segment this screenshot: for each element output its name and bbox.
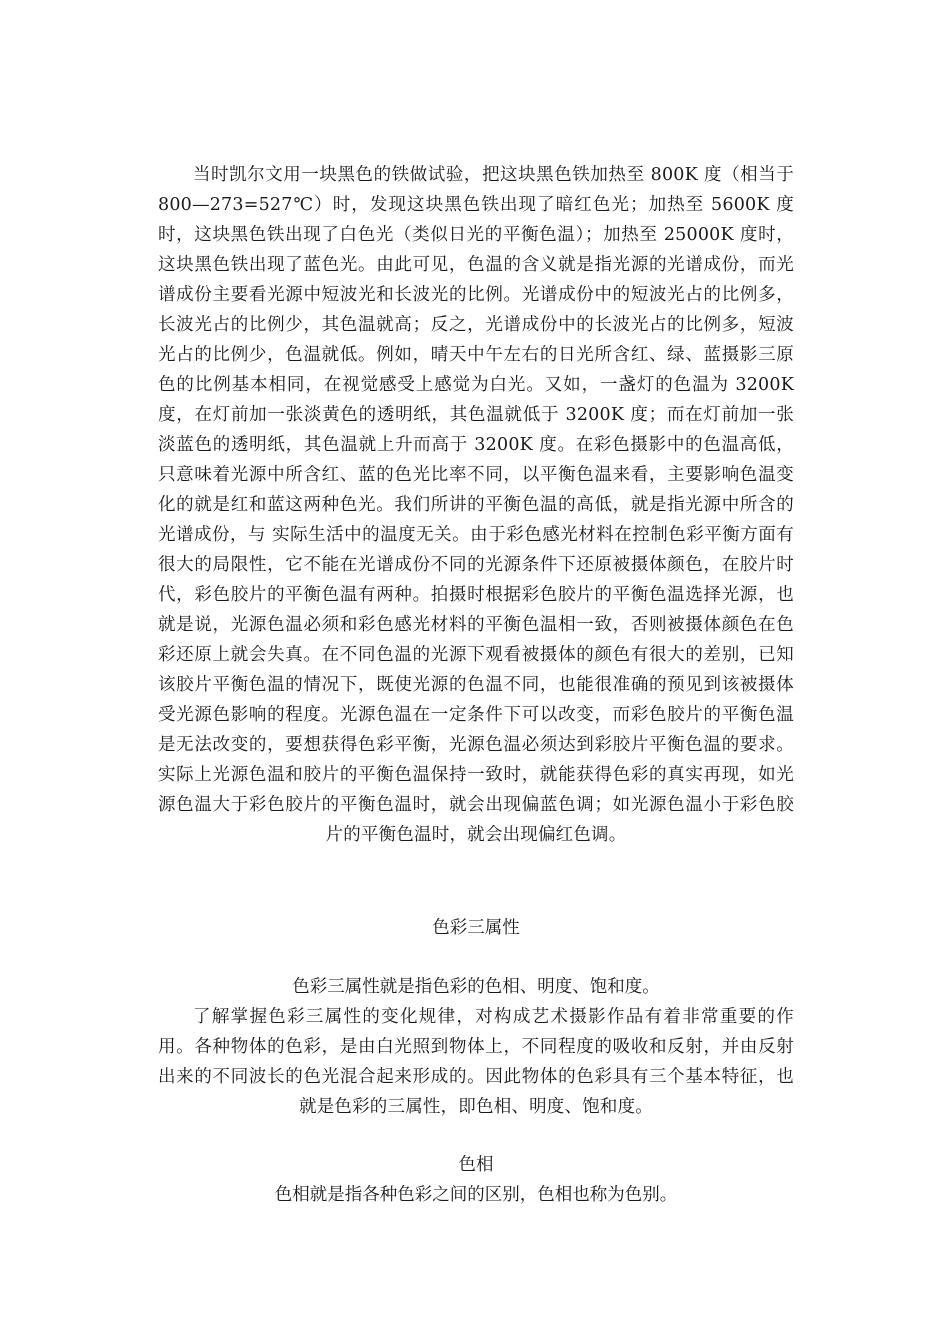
attributes-intro: 色彩三属性就是指色彩的色相、明度、饱和度。	[292, 977, 660, 997]
paragraph-color-attributes: 了解掌握色彩三属性的变化规律，对构成艺术摄影作品有着非常重要的作用。各种物体的色彩，是由白光照到物体上，不同程度的吸收和反射，并由反射出来的不同波长的色光混合起来形成的。因此物体的色彩具有三个基本特征，也就是色彩的三属性，即色相、明度、饱和度。	[158, 1007, 794, 1117]
heading-hue: 色相	[458, 1155, 494, 1175]
heading-color-attributes: 色彩三属性	[432, 918, 520, 938]
document-page	[158, 160, 794, 1210]
paragraph-color-temperature: 当时凯尔文用一块黑色的铁做试验，把这块黑色铁加热至 800K 度（相当于 800—273=527℃）时，发现这块黑色铁出现了暗红色光；加热至 5600K 度时，这块黑色铁出现了白色光（类似日光的平衡色温）；加热至 25000K 度时，这块黑色铁出现了蓝色光。由此可见，色温的含义就是指光源的光谱成份，而光谱成份主要看光源中短波光和长波光的比例。光谱成份中的短波光占的比例多，长波光占的比例少，其色温就高；反之，光谱成份中的长波光占的比例多，短波光占的比例少，色温就低。例如，晴天中午左右的日光所含红、绿、蓝摄影三原色的比例基本相同，在视觉感受上感觉为白光。又如，一盏灯的色温为 3200K 度，在灯前加一张淡黄色的透明纸，其色温就低于 3200K 度；而在灯前加一张淡蓝色的透明纸，其色温就上升而高于 3200K 度。在彩色摄影中的色温高低，只意味着光源中所含红、蓝的色光比率不同，以平衡色温来看，主要影响色温变化的就是红和蓝这两种色光。我们所讲的平衡色温的高低，就是指光源中所含的光谱成份，与 实际生活中的温度无关。由于彩色感光材料在控制色彩平衡方面有很大的局限性，它不能在光谱成份不同的光源条件下还原被摄体颜色，在胶片时代，彩色胶片的平衡色温有两种。拍摄时根据彩色胶片的平衡色温选择光源，也就是说，光源色温必须和彩色感光材料的平衡色温相一致，否则被摄体颜色在色彩还原上就会失真。在不同色温的光源下观看被摄体的颜色有很大的差别，已知该胶片平衡色温的情况下，既使光源的色温不同，也能很准确的预见到该被摄体受光源色影响的程度。光源色温在一定条件下可以改变，而彩色胶片的平衡色温是无法改变的，要想获得色彩平衡，光源色温必须达到彩胶片平衡色温的要求。实际上光源色温和胶片的平衡色温保持一致时，就能获得色彩的真实再现，如光源色温大于彩色胶片的平衡色温时，就会出现偏蓝色调；如光源色温小于彩色胶片的平衡色温时，就会出现偏红色调。	[158, 165, 794, 845]
hue-definition: 色相就是指各种色彩之间的区别，色相也称为色别。	[274, 1185, 678, 1205]
